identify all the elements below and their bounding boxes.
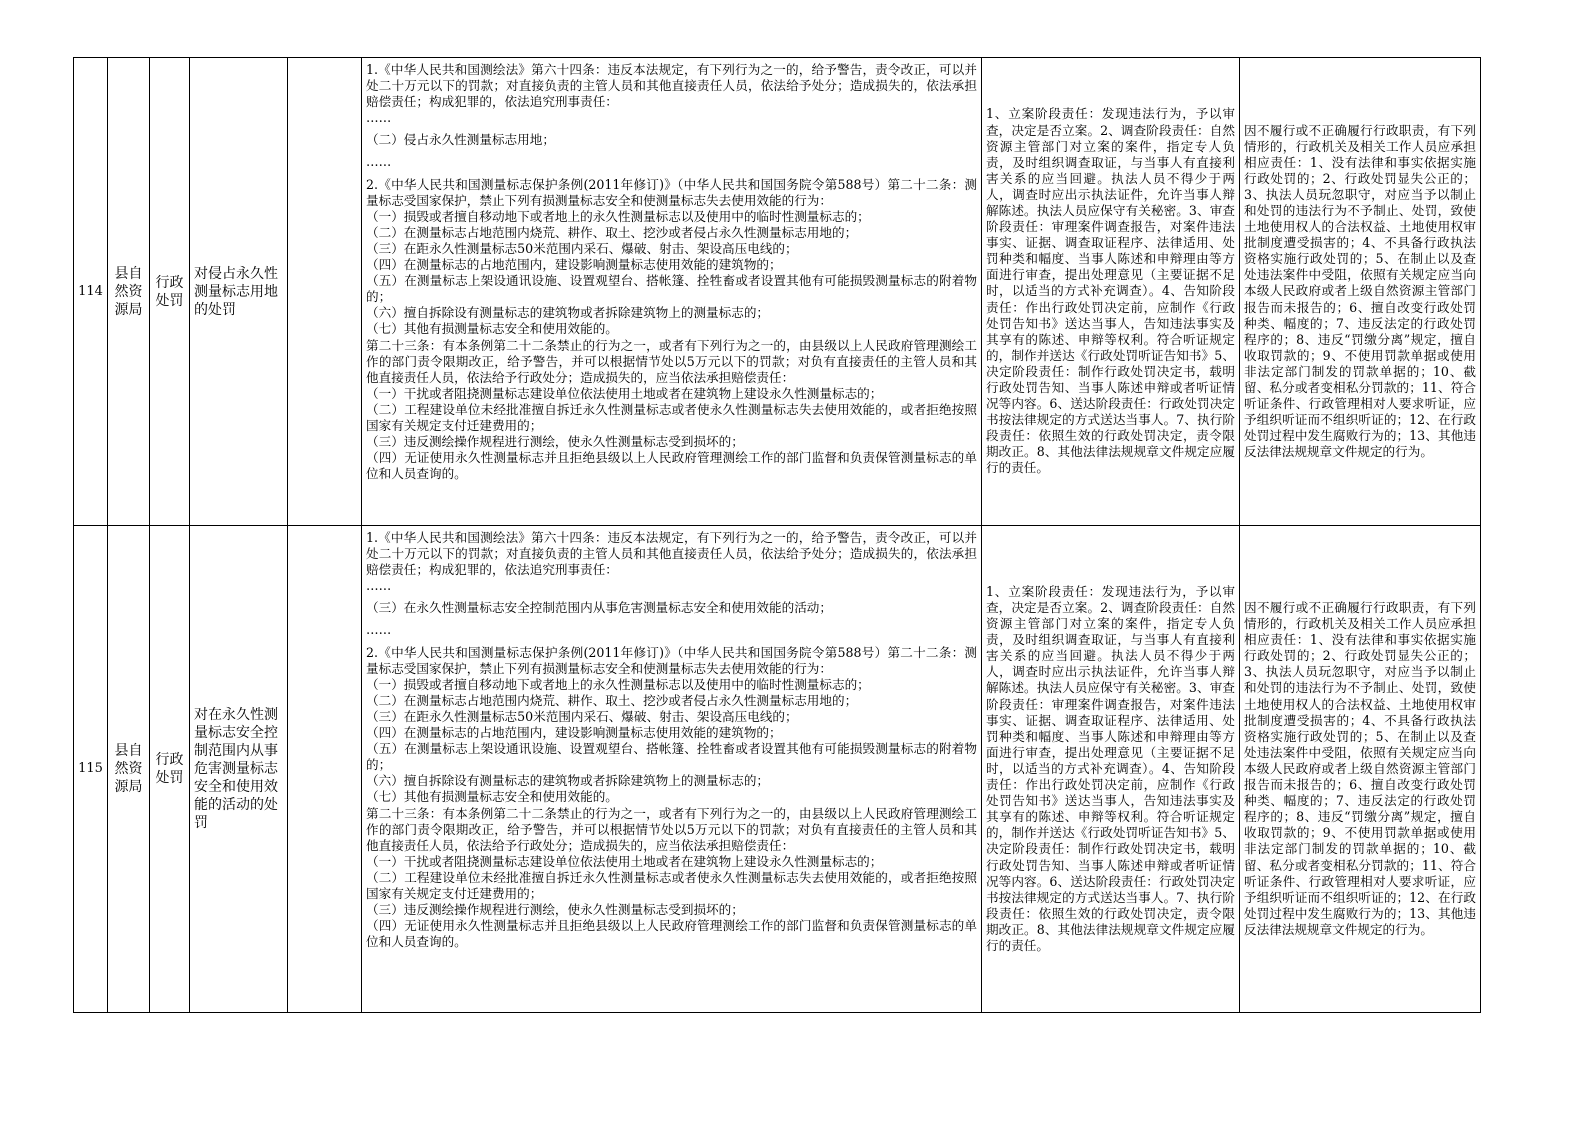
legal-basis-cell bbox=[362, 526, 982, 1013]
empty-cell bbox=[288, 526, 362, 1013]
basis-line: （四）在测量标志的占地范围内，建设影响测量标志使用效能的建筑物的； bbox=[366, 725, 782, 741]
item-name: 对在永久性测量标志安全控制范围内从事危害测量标志安全和使用效能的活动的处罚 bbox=[194, 707, 278, 831]
basis-line: （二）在测量标志占地范围内烧荒、耕作、取土、挖沙或者侵占永久性测量标志用地的； bbox=[366, 224, 858, 240]
department: 县自然资源局 bbox=[114, 743, 143, 795]
basis-line: （三）在距永久性测量标志50米范围内采石、爆破、射击、架设高压电线的； bbox=[366, 708, 798, 724]
department: 县自然资源局 bbox=[114, 265, 143, 318]
basis-line: （七）其他有损测量标志安全和使用效能的。 bbox=[366, 789, 618, 805]
basis-line: 2.《中华人民共和国测量标志保护条例(2011年修订)》（中华人民共和国国务院令第588号）第二十二条：测量标志受国家保护，禁止下列有损测量标志安全和使测量标志失去使用效能的行为： bbox=[366, 176, 977, 208]
basis-line: （二）工程建设单位未经批准擅自拆迁永久性测量标志或者使永久性测量标志失去使用效能的，或者拒绝按照国家有关规定支付迁建费用的； bbox=[366, 401, 977, 433]
empty-cell bbox=[288, 58, 362, 526]
item-name: 对侵占永久性测量标志用地的处罚 bbox=[194, 265, 278, 318]
basis-line: （二）侵占永久性测量标志用地； bbox=[366, 132, 555, 148]
basis-line: （三）违反测绘操作规程进行测绘，使永久性测量标志受到损坏的； bbox=[366, 902, 744, 918]
basis-line: （三）在距永久性测量标志50米范围内采石、爆破、射击、架设高压电线的； bbox=[366, 240, 798, 256]
item-name-cell bbox=[190, 526, 288, 1013]
legal-basis bbox=[362, 530, 981, 1004]
basis-line: （四）无证使用永久性测量标志并且拒绝县级以上人民政府管理测绘工作的部门监督和负责保管测量标志的单位和人员查询的。 bbox=[366, 918, 977, 950]
power-type: 行政处罚 bbox=[155, 752, 184, 786]
accountability-cell bbox=[1240, 58, 1481, 526]
basis-line: （三）违反测绘操作规程进行测绘，使永久性测量标志受到损坏的； bbox=[366, 434, 744, 450]
basis-line: 1.《中华人民共和国测绘法》第六十四条：违反本法规定，有下列行为之一的，给予警告，责令改正，可以并处二十万元以下的罚款；对直接负责的主管人员和其他直接责任人员，依法给予处分；造成损失的，依法承担赔偿责任；构成犯罪的，依法追究刑事责任： bbox=[366, 530, 977, 578]
basis-line: …… bbox=[366, 622, 392, 638]
item-number: 114 bbox=[78, 283, 103, 299]
basis-line: 1.《中华人民共和国测绘法》第六十四条：违反本法规定，有下列行为之一的，给予警告，责令改正，可以并处二十万元以下的罚款；对直接负责的主管人员和其他直接责任人员，依法给予处分；造成损失的，依法承担赔偿责任；构成犯罪的，依法追究刑事责任： bbox=[366, 62, 977, 110]
basis-line: 2.《中华人民共和国测量标志保护条例(2011年修订)》（中华人民共和国国务院令第588号）第二十二条：测量标志受国家保护，禁止下列有损测量标志安全和使测量标志失去使用效能的行为： bbox=[366, 644, 977, 676]
responsibility-cell bbox=[982, 58, 1240, 526]
basis-line: （七）其他有损测量标志安全和使用效能的。 bbox=[366, 321, 618, 337]
basis-line: （一）干扰或者阻挠测量标志建设单位依法使用土地或者在建筑物上建设永久性测量标志的； bbox=[366, 853, 883, 869]
department-cell bbox=[108, 526, 150, 1013]
power-list-table bbox=[73, 57, 1481, 1013]
department-cell bbox=[108, 58, 150, 526]
basis-line: （四）在测量标志的占地范围内，建设影响测量标志使用效能的建筑物的； bbox=[366, 257, 782, 273]
basis-line: …… bbox=[366, 154, 392, 170]
accountability-cell bbox=[1240, 526, 1481, 1013]
legal-basis bbox=[362, 62, 981, 522]
basis-line: （五）在测量标志上架设通讯设施、设置观望台、搭帐篷、拴牲畜或者设置其他有可能损毁测量标志的附着物的； bbox=[366, 741, 977, 773]
accountability-text: 因不履行或不正确履行行政职责，有下列情形的，行政机关及相关工作人员应承担相应责任：1、没有法律和事实依据实施行政处罚的；2、行政处罚显失公正的；3、执法人员玩忽职守，对应当予以制止和处罚的违法行为不予制止、处罚，致使土地使用权人的合法权益、土地使用权审批制度遭受损害的；4、不具备行政执法资格实施行政处罚的；5、在制止以及查处违法案件中受阻，依照有关规定应当向本级人民政府或者上级自然资源主管部门报告而未报告的；6、擅自改变行政处罚种类、幅度的；7、违反法定的行政处罚程序的；8、违反“罚缴分离”规定，擅自收取罚款的；9、不使用罚款单据或使用非法定部门制发的罚款单据的；10、截留、私分或者变相私分罚款的；11、符合听证条件、行政管理相对人要求听证，应予组织听证而不组织听证的；12、在行政处罚过程中发生腐败行为的；13、其他违反法律法规规章文件规定的行为。 bbox=[1244, 600, 1476, 937]
basis-line: 第二十三条：有本条例第二十二条禁止的行为之一，或者有下列行为之一的，由县级以上人民政府管理测绘工作的部门责令限期改正，给予警告，并可以根据情节处以5万元以下的罚款；对负有直接责任的主管人员和其他直接责任人员，依法给予行政处分；造成损失的，应当依法承担赔偿责任： bbox=[366, 805, 977, 853]
basis-line: （一）损毁或者擅自移动地下或者地上的永久性测量标志以及使用中的临时性测量标志的； bbox=[366, 208, 870, 224]
table-row bbox=[74, 58, 1481, 526]
power-type-cell bbox=[150, 58, 190, 526]
table-row bbox=[74, 526, 1481, 1013]
basis-line: 第二十三条：有本条例第二十二条禁止的行为之一，或者有下列行为之一的，由县级以上人民政府管理测绘工作的部门责令限期改正，给予警告，并可以根据情节处以5万元以下的罚款；对负有直接责任的主管人员和其他直接责任人员，依法给予行政处分；造成损失的，应当依法承担赔偿责任： bbox=[366, 337, 977, 385]
responsibility-text: 1、立案阶段责任：发现违法行为，予以审查，决定是否立案。2、调查阶段责任：自然资源主管部门对立案的案件，指定专人负责，及时组织调查取证，与当事人有直接利害关系的应当回避。执法人员不得少于两人，调查时应出示执法证件，允许当事人辩解陈述。执法人员应保守有关秘密。3、审查阶段责任：审理案件调查报告，对案件违法事实、证据、调查取证程序、法律适用、处罚种类和幅度、当事人陈述和申辩理由等方面进行审查，提出处理意见（主要证据不足时，以适当的方式补充调查）。4、告知阶段责任：作出行政处罚决定前，应制作《行政处罚告知书》送达当事人，告知违法事实及其享有的陈述、申辩等权利。符合听证规定的，制作并送达《行政处罚听证告知书》5、决定阶段责任：制作行政处罚决定书，载明行政处罚告知、当事人陈述申辩或者听证情况等内容。6、送达阶段责任：行政处罚决定书按法律规定的方式送达当事人。7、执行阶段责任：依照生效的行政处罚决定，责令限期改正。8、其他法律法规规章文件规定应履行的责任。 bbox=[986, 106, 1235, 476]
item-number: 115 bbox=[78, 761, 103, 776]
basis-line: （五）在测量标志上架设通讯设施、设置观望台、搭帐篷、拴牲畜或者设置其他有可能损毁测量标志的附着物的； bbox=[366, 273, 977, 305]
responsibility-text: 1、立案阶段责任：发现违法行为，予以审查，决定是否立案。2、调查阶段责任：自然资源主管部门对立案的案件，指定专人负责，及时组织调查取证，与当事人有直接利害关系的应当回避。执法人员不得少于两人，调查时应出示执法证件，允许当事人辩解陈述。执法人员应保守有关秘密。3、审查阶段责任：审理案件调查报告，对案件违法事实、证据、调查取证程序、法律适用、处罚种类和幅度、当事人陈述和申辩理由等方面进行审查，提出处理意见（主要证据不足时，以适当的方式补充调查）。4、告知阶段责任：作出行政处罚决定前，应制作《行政处罚告知书》送达当事人，告知违法事实及其享有的陈述、申辩等权利。符合听证规定的，制作并送达《行政处罚听证告知书》5、决定阶段责任：制作行政处罚决定书，载明行政处罚告知、当事人陈述申辩或者听证情况等内容。6、送达阶段责任：行政处罚决定书按法律规定的方式送达当事人。7、执行阶段责任：依照生效的行政处罚决定，责令限期改正。8、其他法律法规规章文件规定应履行的责任。 bbox=[986, 583, 1235, 953]
power-type: 行政处罚 bbox=[155, 274, 184, 309]
legal-basis-cell bbox=[362, 58, 982, 526]
item-number-cell bbox=[74, 526, 108, 1013]
accountability-text: 因不履行或不正确履行行政职责，有下列情形的，行政机关及相关工作人员应承担相应责任：1、没有法律和事实依据实施行政处罚的；2、行政处罚显失公正的；3、执法人员玩忽职守，对应当予以制止和处罚的违法行为不予制止、处罚，致使土地使用权人的合法权益、土地使用权审批制度遭受损害的；4、不具备行政执法资格实施行政处罚的；5、在制止以及查处违法案件中受阻，依照有关规定应当向本级人民政府或者上级自然资源主管部门报告而未报告的；6、擅自改变行政处罚种类、幅度的；7、违反法定的行政处罚程序的；8、违反“罚缴分离”规定，擅自收取罚款的；9、不使用罚款单据或使用非法定部门制发的罚款单据的；10、截留、私分或者变相私分罚款的；11、符合听证条件、行政管理相对人要求听证，应予组织听证而不组织听证的；12、在行政处罚过程中发生腐败行为的；13、其他违反法律法规规章文件规定的行为。 bbox=[1244, 122, 1476, 460]
basis-line: （六）擅自拆除设有测量标志的建筑物或者拆除建筑物上的测量标志的； bbox=[366, 773, 769, 789]
basis-line: （三）在永久性测量标志安全控制范围内从事危害测量标志安全和使用效能的活动； bbox=[366, 600, 832, 616]
basis-line: （一）干扰或者阻挠测量标志建设单位依法使用土地或者在建筑物上建设永久性测量标志的； bbox=[366, 385, 883, 401]
basis-line: （二）在测量标志占地范围内烧荒、耕作、取土、挖沙或者侵占永久性测量标志用地的； bbox=[366, 692, 858, 708]
power-type-cell bbox=[150, 526, 190, 1013]
basis-line: …… bbox=[366, 110, 392, 126]
item-number-cell bbox=[74, 58, 108, 526]
responsibility-cell bbox=[982, 526, 1240, 1013]
basis-line: （四）无证使用永久性测量标志并且拒绝县级以上人民政府管理测绘工作的部门监督和负责保管测量标志的单位和人员查询的。 bbox=[366, 450, 977, 482]
basis-line: （二）工程建设单位未经批准擅自拆迁永久性测量标志或者使永久性测量标志失去使用效能的，或者拒绝按照国家有关规定支付迁建费用的； bbox=[366, 869, 977, 901]
basis-line: …… bbox=[366, 578, 392, 594]
basis-line: （一）损毁或者擅自移动地下或者地上的永久性测量标志以及使用中的临时性测量标志的； bbox=[366, 676, 870, 692]
item-name-cell bbox=[190, 58, 288, 526]
basis-line: （六）擅自拆除设有测量标志的建筑物或者拆除建筑物上的测量标志的； bbox=[366, 305, 769, 321]
